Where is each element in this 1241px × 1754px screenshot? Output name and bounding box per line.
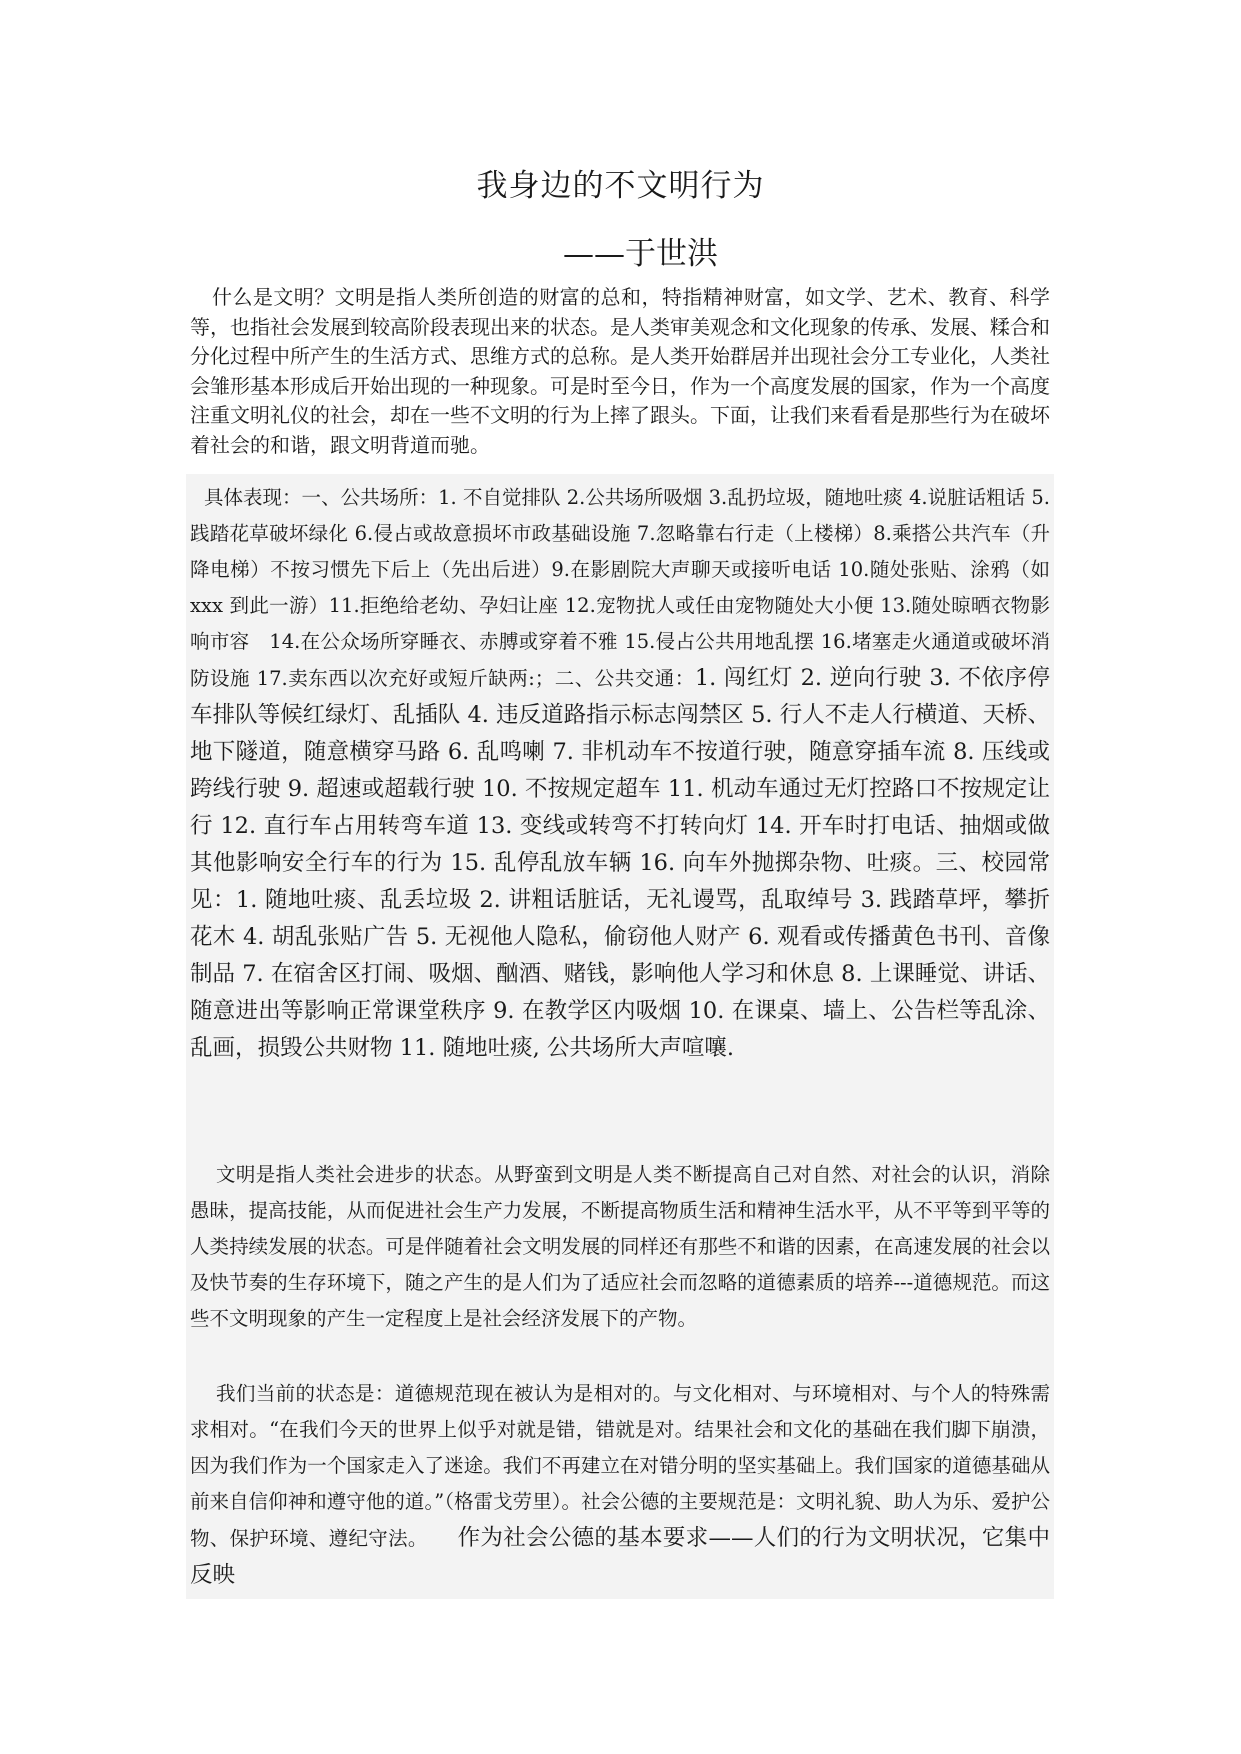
intro-paragraph: 什么是文明？文明是指人类所创造的财富的总和，特指精神财富，如文学、艺术、教育、科学等，也指社会发展到较高阶段表现出来的状态。是人类审美观念和文化现象的传承、发展、糅合和分化过程中所产生的生活方式、思维方式的总称。是人类开始群居并出现社会分工专业化，人类社会雏形基本形成后开始出现的一种现象。可是时至今日，作为一个高度发展的国家，作为一个高度注重文明礼仪的社会，却在一些不文明的行为上摔了跟头。下面，让我们来看看是那些行为在破坏着社会的和谐，跟文明背道而驰。 xyxy=(190,285,1050,457)
current-state-text: 我们当前的状态是：道德规范现在被认为是相对的。与文化相对、与环境相对、与个人的特殊需求相对。“在我们今天的世界上似乎对就是错，错就是对。结果社会和文化的基础在我们脚下崩溃，因为我们作为一个国家走入了迷途。我们不再建立在对错分明的坚实基础上。我们国家的道德基础从前来自信仰神和遵守他的道。”（格雷戈劳里）。社会公德的主要规范是：文明礼貌、助人为乐、爱护公物、保护环境、遵纪守法。 xyxy=(190,1382,1050,1550)
civilization-paragraph: 文明是指人类社会进步的状态。从野蛮到文明是人类不断提高自己对自然、对社会的认识，消除愚昧，提高技能，从而促进社会生产力发展，不断提高物质生活和精神生活水平，从不平等到平等的人类持续发展的状态。可是伴随着社会文明发展的同样还有那些不和谐的因素，在高速发展的社会以及快节奏的生存环境下，随之产生的是人们为了适应社会而忽略的道德素质的培养---道德规范。而这些不文明现象的产生一定程度上是社会经济发展下的产物。 xyxy=(190,1163,1050,1330)
current-state-paragraph xyxy=(190,1376,1050,1594)
document-author: ——于世洪 xyxy=(563,236,718,272)
behaviors-paragraph xyxy=(190,480,1050,1067)
behaviors-public-places-text: 具体表现：一、公共场所：1. 不自觉排队 2.公共场所吸烟 3.乱扔垃圾，随地吐痰 4.说脏话粗话 5.践踏花草破坏绿化 6.侵占或故意损坏市政基础设施 7.忽略靠右行走（上楼梯）8.乘搭公共汽车（升降电梯）不按习惯先下后上（先出后进）9.在影剧院大声聊天或接听电话 10.随处张贴、涂鸦（如 xxx 到此一游）11.拒绝给老幼、孕妇让座 12.宠物扰人或任由宠物随处大小便 13.随处晾晒衣物影响市容 14.在公众场所穿睡衣、赤膊或穿着不雅 15.侵占公共用地乱摆 16.堵塞走火通道或破坏消防设施 17.卖东西以次充好或短斤缺两:；二、公共交通： xyxy=(190,486,1050,690)
document-title: 我身边的不文明行为 xyxy=(476,168,765,204)
social-morality-text: 作为社会公德的基本要求——人们的行为文明状况，它集中反映 xyxy=(190,1525,1050,1588)
behaviors-traffic-campus-text: 1. 闯红灯 2. 逆向行驶 3. 不依序停车排队等候红绿灯、乱插队 4. 违反道路指示标志闯禁区 5. 行人不走人行横道、天桥、地下隧道，随意横穿马路 6. 乱鸣喇 7. 非机动车不按道行驶，随意穿插车流 8. 压线或跨线行驶 9. 超速或超载行驶 10. 不按规定超车 11. 机动车通过无灯控路口不按规定让行 12. 直行车占用转弯车道 13. 变线或转弯不打转向灯 14. 开车时打电话、抽烟或做其他影响安全行车的行为 15. 乱停乱放车辆 16. 向车外抛掷杂物、吐痰。三、校园常见：1. 随地吐痰、乱丢垃圾 2. 讲粗话脏话，无礼谩骂，乱取绰号 3. 践踏草坪，攀折花木 4. 胡乱张贴广告 5. 无视他人隐私，偷窃他人财产 6. 观看或传播黄色书刊、音像制品 7. 在宿舍区打闹、吸烟、酗酒、赌钱，影响他人学习和休息 8. 上课睡觉、讲话、随意进出等影响正常课堂秩序 9. 在教学区内吸烟 10. 在课桌、墙上、公告栏等乱涂、乱画，损毁公共财物 11. 随地吐痰, 公共场所大声喧嚷. xyxy=(190,665,1050,1061)
